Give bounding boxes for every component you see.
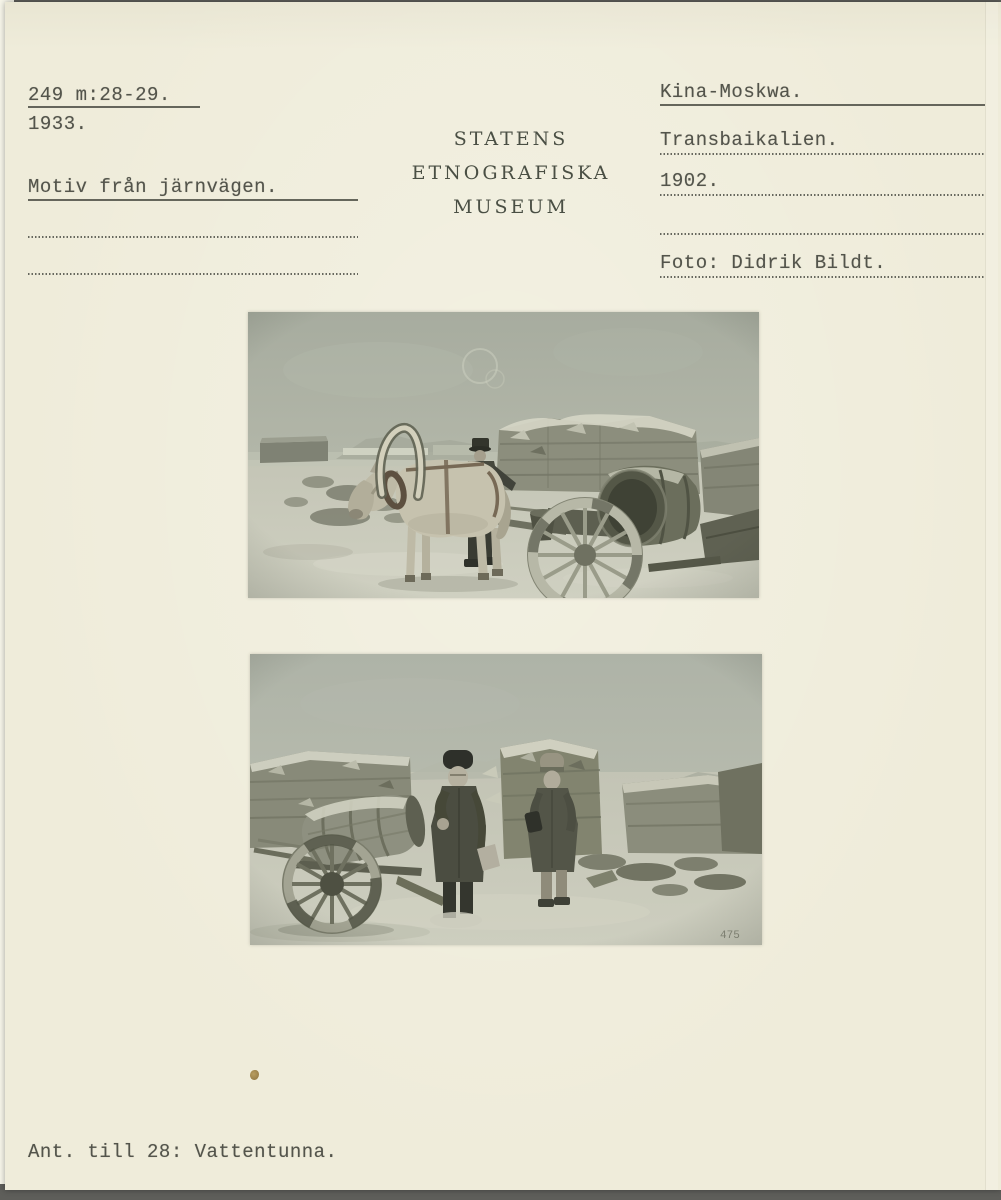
dotted-line-photo-year: [660, 194, 985, 196]
museum-header: [361, 122, 661, 224]
rule-motif: [28, 199, 358, 201]
field-catalog-number: 249 m:28-29.: [28, 84, 171, 106]
dotted-line-right-empty: [660, 233, 985, 235]
photo-top-scene: [248, 312, 759, 598]
paper-crease-highlight: [986, 2, 998, 1190]
field-motif: Motiv från järnvägen.: [28, 176, 278, 198]
stain-speck: [250, 1070, 259, 1080]
field-acquisition-year: 1933.: [28, 113, 88, 135]
museum-header-line-1: STATENS: [453, 128, 569, 150]
photo-top-image: [248, 312, 759, 598]
museum-header-line-2: ETNOGRAFISKA: [411, 162, 611, 184]
rule-catalog-number: [28, 106, 200, 108]
field-region: Transbaikalien.: [660, 129, 839, 151]
dotted-line-left-1: [28, 236, 358, 238]
field-route: Kina-Moskwa.: [660, 81, 803, 103]
catalog-card: [5, 2, 1001, 1190]
rule-route: [660, 104, 985, 106]
dotted-line-photographer: [660, 276, 985, 278]
field-photographer: Foto: Didrik Bildt.: [660, 252, 887, 274]
field-note: Ant. till 28: Vattentunna.: [28, 1141, 338, 1163]
photo-bottom-scene: [250, 654, 762, 945]
field-photo-year: 1902.: [660, 170, 720, 192]
dotted-line-region: [660, 153, 985, 155]
museum-header-line-3: MUSEUM: [453, 196, 569, 218]
dotted-line-left-2: [28, 273, 358, 275]
photo-bottom-image: [250, 654, 762, 945]
